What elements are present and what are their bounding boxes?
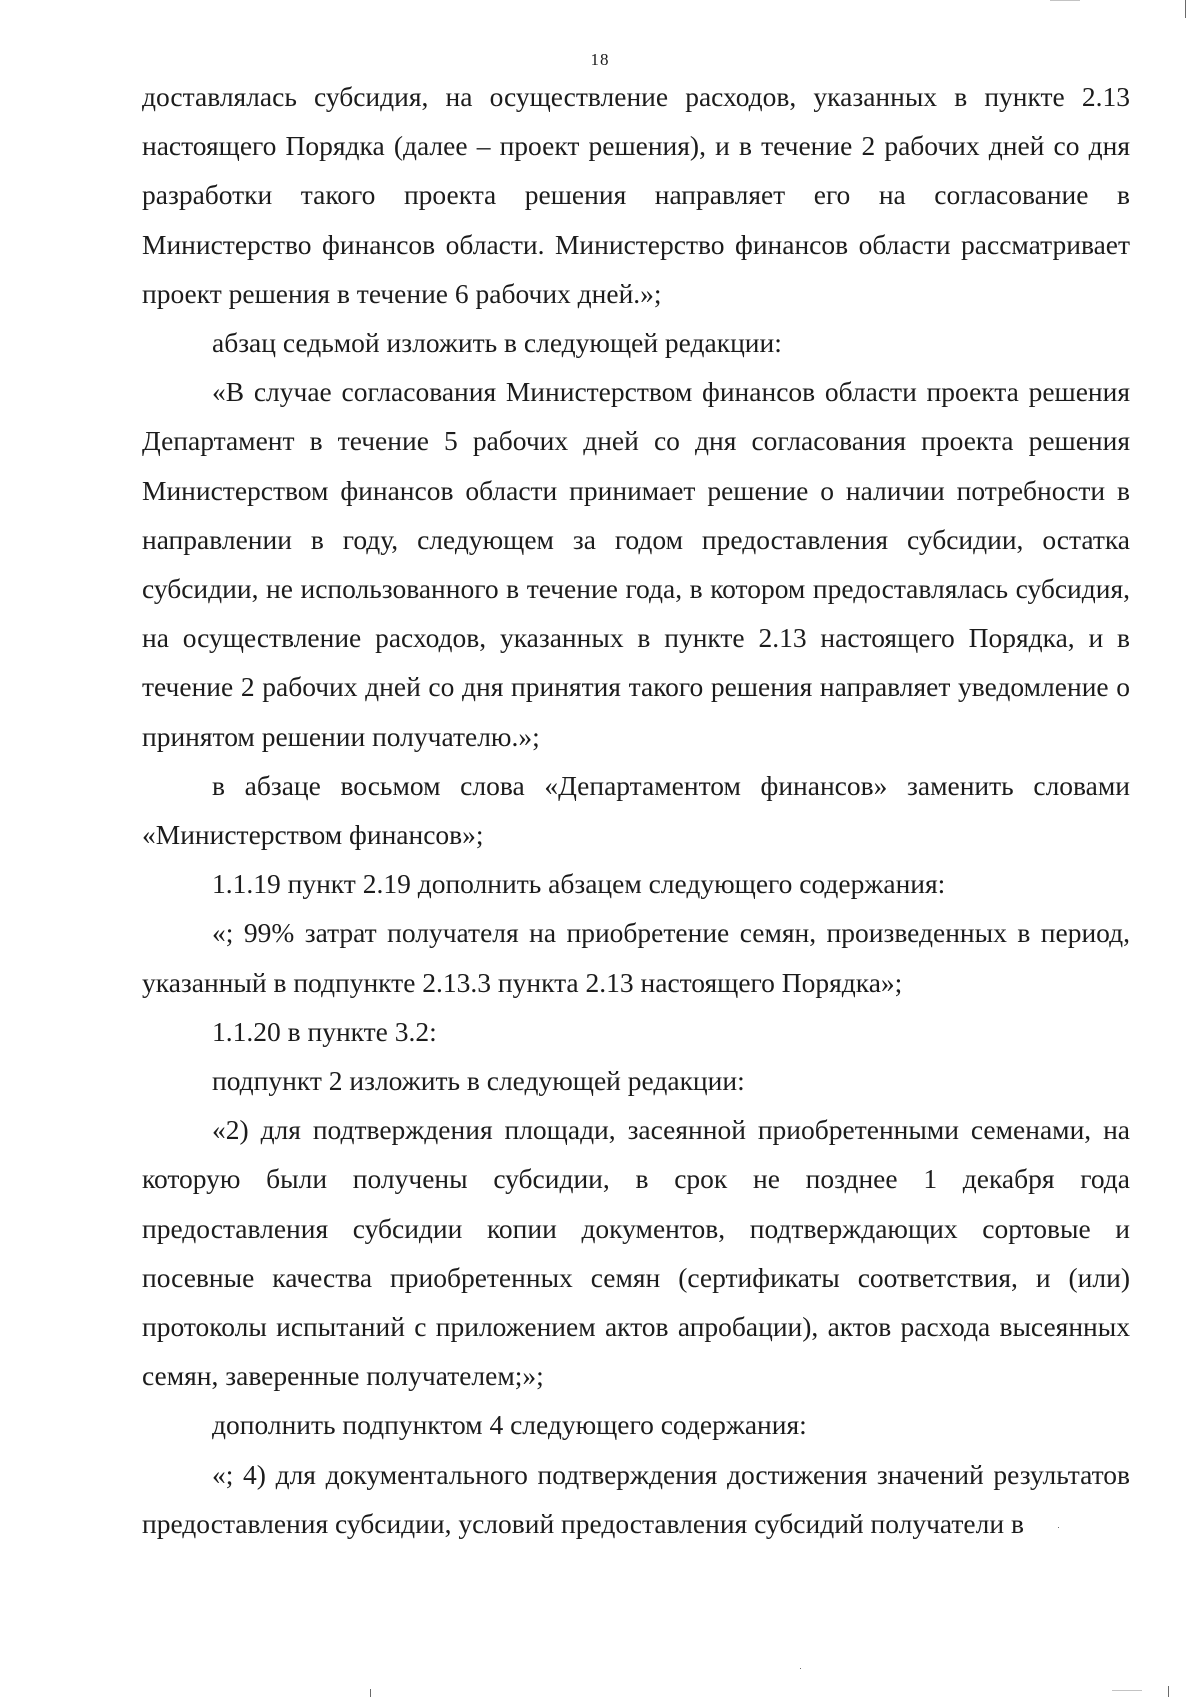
paragraph: в абзаце восьмом слова «Департаментом финансов» заменить словами «Министерством финансов»; [142, 769, 1130, 851]
paragraph: дополнить подпунктом 4 следующего содержания: [212, 1409, 807, 1441]
paragraph: «В случае согласования Министерством финансов области проекта решения Департамент в течение 5 рабочих дней со дня согласования проекта решения Министерством финансов области принимает решение о наличии потребности в направлении в году, следующем за годом предоставления субсидии, остатка субсидии, не использованного в течение года, в котором предоставлялась субсидия, на осуществление расходов, указанных в пункте 2.13 настоящего Порядка, и в течение 2 рабочих дней со дня принятия такого решения направляет уведомление о принятом решении получателю.»; [142, 376, 1130, 752]
paragraph: доставлялась субсидия, на осуществление расходов, указанных в пункте 2.13 настоящего Порядка (далее – проект решения), и в течение 2 рабочих дней со дня разработки такого проекта решения направляет его на согласование в Министерство финансов области. Министерство финансов области рассматривает проект решения в течение 6 рабочих дней.»; [142, 81, 1130, 309]
paragraph: абзац седьмой изложить в следующей редакции: [212, 327, 782, 359]
scan-artifact [370, 1689, 371, 1697]
scan-artifact [1058, 1527, 1059, 1528]
page-number: 18 [590, 50, 610, 69]
scan-artifact [1185, 0, 1186, 18]
scan-artifact [1112, 1690, 1142, 1691]
scan-artifact [800, 1668, 801, 1669]
scan-artifact [1168, 1686, 1169, 1697]
paragraph: «; 4) для документального подтверждения достижения значений результатов предоставления субсидии, условий предоставления субсидий получатели в [142, 1458, 1130, 1539]
document-body [142, 72, 1130, 1548]
paragraph: 1.1.19 пункт 2.19 дополнить абзацем следующего содержания: [212, 868, 946, 900]
paragraph: «; 99% затрат получателя на приобретение семян, произведенных в период, указанный в подпункте 2.13.3 пункта 2.13 настоящего Порядка»; [142, 917, 1130, 998]
paragraph: «2) для подтверждения площади, засеянной приобретенными семенами, на которую были получены субсидии, в срок не позднее 1 декабря года предоставления субсидии копии документов, подтверждающих сортовые и посевные качества приобретенных семян (сертификаты соответствия, и (или) протоколы испытаний с приложением актов апробации), актов расхода высеянных семян, заверенные получателем;»; [142, 1114, 1130, 1392]
paragraph: 1.1.20 в пункте 3.2: [212, 1015, 437, 1047]
scan-artifact [1050, 0, 1080, 1]
paragraph: подпункт 2 изложить в следующей редакции: [212, 1065, 745, 1097]
